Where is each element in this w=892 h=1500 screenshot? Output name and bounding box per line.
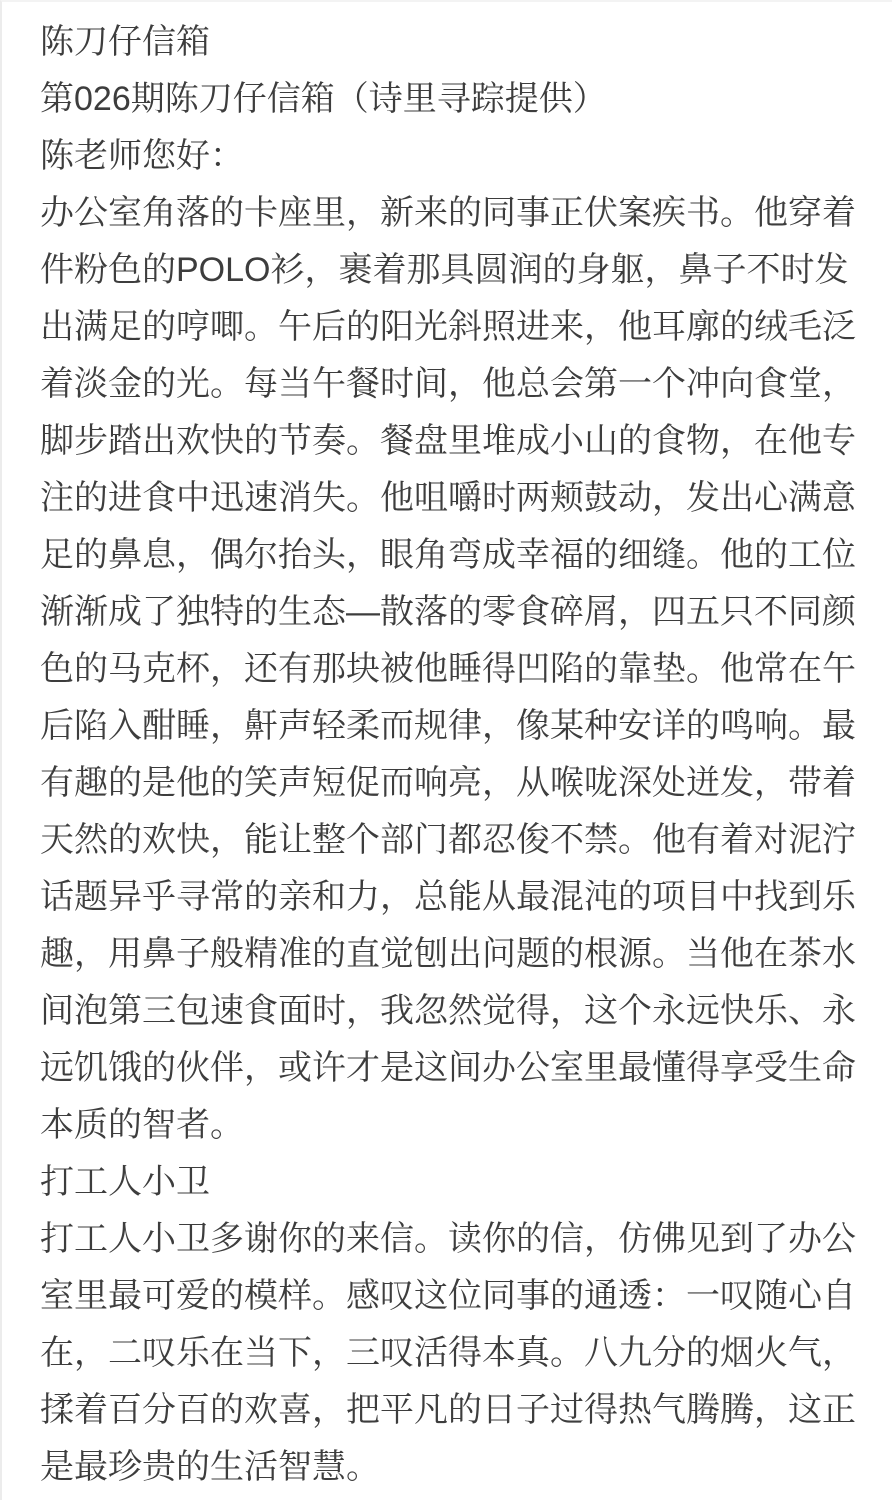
letter-body xyxy=(40,185,862,1154)
letter-body-line: 办公室角落的卡座里，新来的同事正伏案疾书。他穿着 xyxy=(40,194,856,232)
reply-line: 揉着百分百的欢喜，把平凡的日子过得热气腾腾，这正 xyxy=(40,1391,856,1429)
reply-body xyxy=(40,1211,862,1496)
letter-body-line: 后陷入酣睡，鼾声轻柔而规律，像某种安详的鸣响。最 xyxy=(40,707,856,745)
reply-line: 在，二叹乐在当下，三叹活得本真。八九分的烟火气， xyxy=(40,1334,856,1372)
signature: 打工人小卫 xyxy=(40,1163,210,1201)
letter-body-line: 间泡第三包速食面时，我忽然觉得，这个永远快乐、永 xyxy=(40,992,856,1030)
letter-body-line: 注的进食中迅速消失。他咀嚼时两颊鼓动，发出心满意 xyxy=(40,479,856,517)
letter-body-line: 趣，用鼻子般精准的直觉刨出问题的根源。当他在茶水 xyxy=(40,935,856,973)
issue-title: 第026期陈刀仔信箱（诗里寻踪提供） xyxy=(40,80,607,118)
greeting: 陈老师您好： xyxy=(40,137,244,175)
letter-body-line: 色的马克杯，还有那块被他睡得凹陷的靠垫。他常在午 xyxy=(40,650,856,688)
article-page xyxy=(2,2,892,1496)
letter-body-line: 本质的智者。 xyxy=(40,1106,244,1144)
letter-body-line: 远饥饿的伙伴，或许才是这间办公室里最懂得享受生命 xyxy=(40,1049,856,1087)
letter-body-line: 话题异乎寻常的亲和力，总能从最混沌的项目中找到乐 xyxy=(40,878,856,916)
letter-body-line: 着淡金的光。每当午餐时间，他总会第一个冲向食堂， xyxy=(40,365,856,403)
letter-body-line: 足的鼻息，偶尔抬头，眼角弯成幸福的细缝。他的工位 xyxy=(40,536,856,574)
letter-body-line: 件粉色的POLO衫，裹着那具圆润的身躯，鼻子不时发 xyxy=(40,251,849,289)
letter-body-line: 脚步踏出欢快的节奏。餐盘里堆成小山的食物，在他专 xyxy=(40,422,856,460)
reply-line: 打工人小卫多谢你的来信。读你的信，仿佛见到了办公 xyxy=(40,1220,856,1258)
column-title: 陈刀仔信箱 xyxy=(40,23,210,61)
reply-line: 是最珍贵的生活智慧。 xyxy=(40,1448,380,1486)
letter-body-line: 渐渐成了独特的生态—散落的零食碎屑，四五只不同颜 xyxy=(40,593,856,631)
letter-body-line: 天然的欢快，能让整个部门都忍俊不禁。他有着对泥泞 xyxy=(40,821,856,859)
letter-body-line: 有趣的是他的笑声短促而响亮，从喉咙深处迸发，带着 xyxy=(40,764,856,802)
reply-line: 室里最可爱的模样。感叹这位同事的通透：一叹随心自 xyxy=(40,1277,856,1315)
letter-body-line: 出满足的哼唧。午后的阳光斜照进来，他耳廓的绒毛泛 xyxy=(40,308,856,346)
